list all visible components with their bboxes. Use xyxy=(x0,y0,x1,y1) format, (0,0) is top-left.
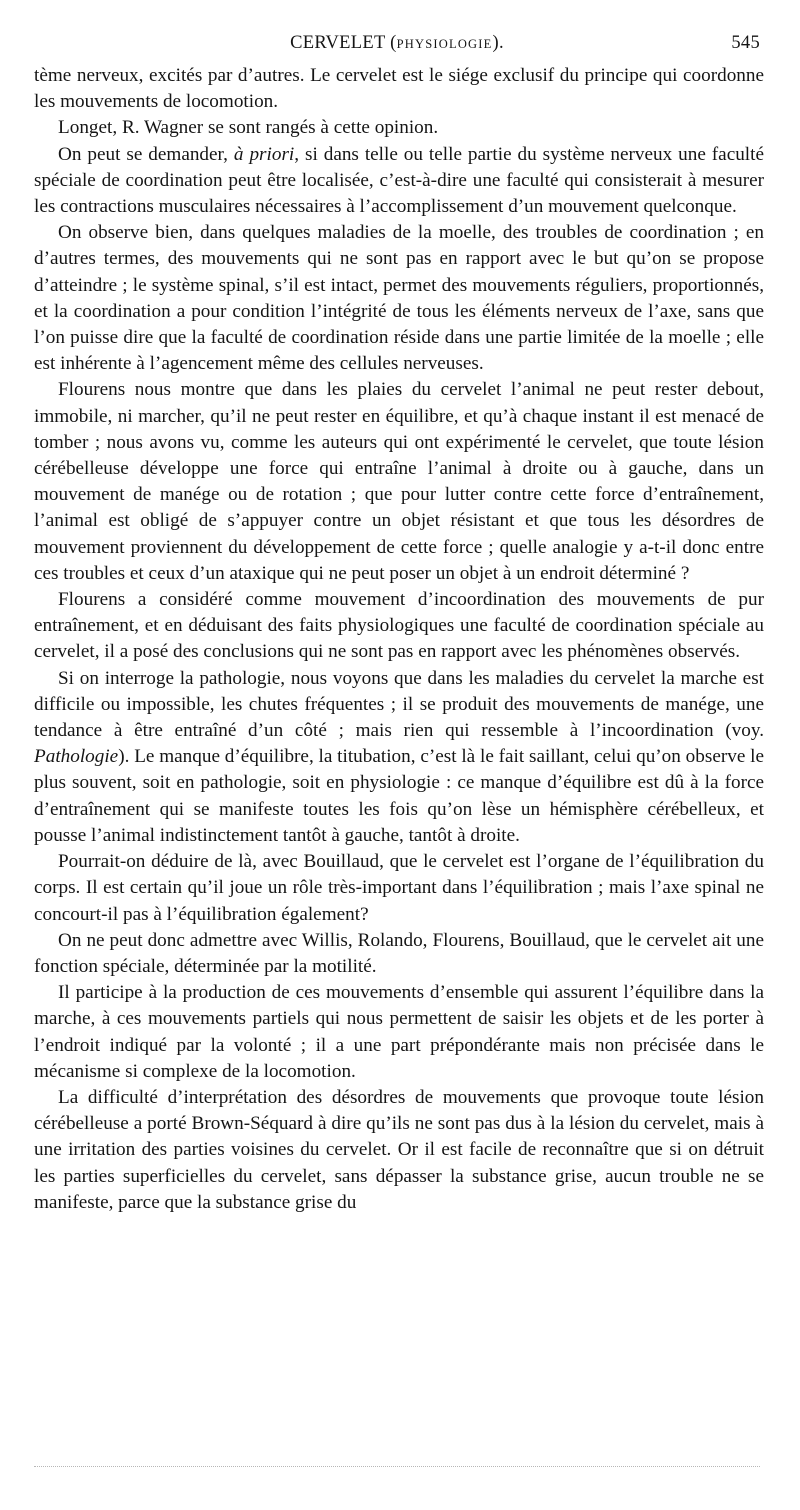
paragraph: Flourens a considéré comme mouvement d’incoordination des mouvements de pur entraînement, et en déduisant des faits physiologiques une faculté de coordination spéciale au cervelet, il a posé des conclusions qui ne sont pas en rapport avec les phénomènes observés. xyxy=(34,589,764,663)
paragraph xyxy=(34,666,764,849)
paragraph: Pourrait-on déduire de là, avec Bouillaud, que le cervelet est l’organe de l’équilibration du corps. Il est certain qu’il joue un rôle très-important dans l’équilibration ; mais l’axe spinal ne concourt-il pas à l’équilibration également? xyxy=(34,851,764,925)
running-title xyxy=(34,33,760,54)
italic-text: à priori xyxy=(233,143,295,165)
paragraph-text: On peut se demander, xyxy=(58,143,234,165)
paragraph-text: ). Le manque d’équilibre, la titubation, c’est là le fait saillant, celui qu’on observe le plus souvent, soit en pathologie, soit en physiologie : ce manque d’équilibre est dû à la force d’entraînement qui se manifeste toutes les fois qu’on lèse un hémisphère cérébelleux, et pousse l’animal indistinctement tantôt à gauche, tantôt à droite. xyxy=(34,746,764,846)
paragraph: Longet, R. Wagner se sont rangés à cette opinion. xyxy=(58,117,439,139)
bottom-rule xyxy=(34,1466,760,1475)
running-header xyxy=(34,33,760,57)
paragraph: On observe bien, dans quelques maladies de la moelle, des troubles de coordination ; en d’autres termes, des mouvements qui ne sont pas en rapport avec le but qu’on se propose d’atteindre ; le système spinal, s’il est intact, permet des mouvements réguliers, proportionnés, et la coordination a pour condition l’intégrité de tous les éléments nerveux de l’axe, sans que l’on puisse dire que la faculté de coordination réside dans une partie limitée de la moelle ; elle est inhérente à l’agencement même des cellules nerveuses. xyxy=(34,222,764,375)
page-number: 545 xyxy=(731,33,760,53)
body-text xyxy=(34,63,764,1216)
paragraph: tème nerveux, excités par d’autres. Le cervelet est le siége exclusif du principe qui coordonne les mouvements de locomotion. xyxy=(34,65,764,113)
paragraph-text: Si on interroge la pathologie, nous voyons que dans les maladies du cervelet la marche est difficile ou impossible, les chutes fréquentes ; il se produit des mouvements de manége, une tendance à être entraîné d’un côté ; mais rien qui ressemble à l’incoordination (voy. xyxy=(34,667,764,742)
paragraph: Flourens nous montre que dans les plaies du cervelet l’animal ne peut rester debout, immobile, ni marcher, qu’il ne peut rester en équilibre, et qu’à chaque instant il est menacé de tomber ; nous avons vu, comme les auteurs qui ont expérimenté le cervelet, que toute lésion cérébelleuse développe une force qui entraîne l’animal à droite ou à gauche, dans un mouvement de manége ou de rotation ; que pour lutter contre cette force d’entraînement, l’animal est obligé de s’appuyer contre un objet résistant et que tous les désordres de mouvement proviennent du développement de cette force ; quelle analogie y a-t-il donc entre ces troubles et ceux d’un ataxique qui ne peut poser un objet à un endroit déterminé ? xyxy=(34,379,764,584)
italic-text: Pathologie xyxy=(34,746,119,768)
paragraph: Il participe à la production de ces mouvements d’ensemble qui assurent l’équilibre dans la marche, à ces mouvements partiels qui nous permettent de saisir les objets et de les porter à l’endroit indiqué par la volonté ; il a une part prépondérante mais non précisée dans le mécanisme si complexe de la locomotion. xyxy=(34,982,764,1082)
running-title-sub: PHYSIOLOGIE xyxy=(396,37,493,51)
running-title-end: ). xyxy=(492,33,504,53)
paragraph-text: , si dans telle ou telle partie du système nerveux une faculté spéciale de coordination peut être localisée, c’est-à-dire une faculté qui consisterait à mesurer les contractions musculaires nécessaires à l’accomplissement d’un mouvement quelconque. xyxy=(34,143,764,218)
paragraph xyxy=(34,142,764,221)
paragraph: On ne peut donc admettre avec Willis, Rolando, Flourens, Bouillaud, que le cervelet ait une fonction spéciale, déterminée par la motilité. xyxy=(34,929,764,977)
paragraph: La difficulté d’interprétation des désordres de mouvements que provoque toute lésion cérébelleuse a porté Brown-Séquard à dire qu’ils ne sont pas dus à la lésion du cervelet, mais à une irritation des parties voisines du cervelet. Or il est facile de reconnaître que si on détruit les parties superficielles du cervelet, sans dépasser la substance grise, aucun trouble ne se manifeste, parce que la substance grise du xyxy=(34,1086,764,1213)
running-title-main: CERVELET ( xyxy=(290,33,397,53)
